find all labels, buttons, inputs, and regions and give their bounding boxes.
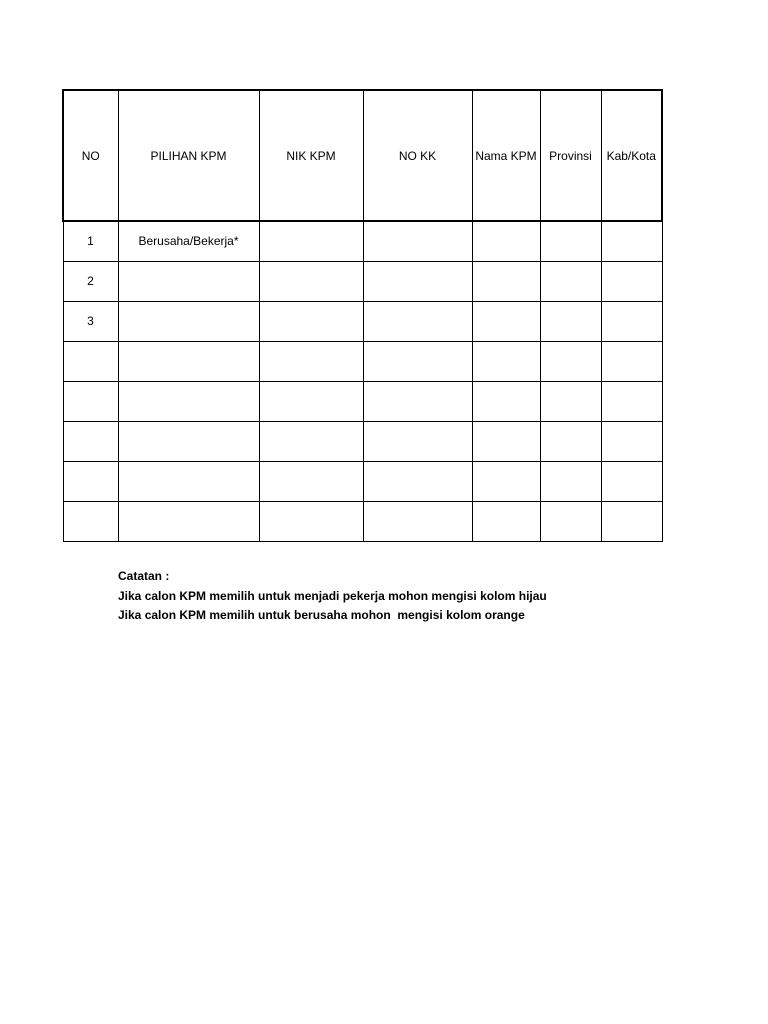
- cell-no[interactable]: [63, 381, 118, 421]
- cell-nik-kpm[interactable]: [259, 381, 363, 421]
- cell-kab-kota[interactable]: [601, 501, 662, 541]
- table-row: [63, 501, 662, 541]
- cell-no[interactable]: [63, 501, 118, 541]
- table-row: [63, 381, 662, 421]
- cell-no-kk[interactable]: [363, 261, 472, 301]
- cell-nama-kpm[interactable]: [472, 501, 540, 541]
- cell-no[interactable]: 2: [63, 261, 118, 301]
- header-no-kk: NO KK: [363, 90, 472, 221]
- notes-block: [118, 567, 547, 626]
- cell-no[interactable]: 3: [63, 301, 118, 341]
- cell-provinsi[interactable]: [540, 301, 601, 341]
- cell-nama-kpm[interactable]: [472, 301, 540, 341]
- cell-nama-kpm[interactable]: [472, 421, 540, 461]
- notes-line-worker: Jika calon KPM memilih untuk menjadi pekerja mohon mengisi kolom hijau: [118, 588, 547, 603]
- cell-provinsi[interactable]: [540, 501, 601, 541]
- cell-nik-kpm[interactable]: [259, 501, 363, 541]
- cell-nama-kpm[interactable]: [472, 461, 540, 501]
- header-pilihan-kpm: PILIHAN KPM: [118, 90, 259, 221]
- cell-nama-kpm[interactable]: [472, 381, 540, 421]
- cell-nik-kpm[interactable]: [259, 301, 363, 341]
- cell-nama-kpm[interactable]: [472, 261, 540, 301]
- cell-kab-kota[interactable]: [601, 301, 662, 341]
- cell-pilihan-kpm[interactable]: [118, 501, 259, 541]
- cell-pilihan-kpm[interactable]: [118, 381, 259, 421]
- cell-kab-kota[interactable]: [601, 461, 662, 501]
- header-provinsi: Provinsi: [540, 90, 601, 221]
- cell-nik-kpm[interactable]: [259, 341, 363, 381]
- cell-kab-kota[interactable]: [601, 221, 662, 261]
- cell-kab-kota[interactable]: [601, 421, 662, 461]
- cell-pilihan-kpm[interactable]: [118, 301, 259, 341]
- cell-no-kk[interactable]: [363, 461, 472, 501]
- cell-provinsi[interactable]: [540, 261, 601, 301]
- cell-nama-kpm[interactable]: [472, 341, 540, 381]
- cell-kab-kota[interactable]: [601, 341, 662, 381]
- cell-no-kk[interactable]: [363, 221, 472, 261]
- cell-provinsi[interactable]: [540, 421, 601, 461]
- cell-nik-kpm[interactable]: [259, 461, 363, 501]
- cell-provinsi[interactable]: [540, 221, 601, 261]
- table-row: [63, 221, 662, 261]
- kpm-data-table: [62, 89, 663, 542]
- cell-no-kk[interactable]: [363, 421, 472, 461]
- cell-pilihan-kpm[interactable]: [118, 261, 259, 301]
- cell-pilihan-kpm[interactable]: Berusaha/Bekerja*: [118, 221, 259, 261]
- header-kab-kota: Kab/Kota: [601, 90, 662, 221]
- header-row: [63, 90, 662, 221]
- cell-provinsi[interactable]: [540, 461, 601, 501]
- cell-no[interactable]: [63, 421, 118, 461]
- cell-nama-kpm[interactable]: [472, 221, 540, 261]
- cell-no[interactable]: [63, 461, 118, 501]
- cell-no[interactable]: 1: [63, 221, 118, 261]
- cell-no[interactable]: [63, 341, 118, 381]
- table-row: [63, 461, 662, 501]
- cell-nik-kpm[interactable]: [259, 261, 363, 301]
- header-no: NO: [63, 90, 118, 221]
- cell-pilihan-kpm[interactable]: [118, 421, 259, 461]
- table-row: [63, 261, 662, 301]
- cell-no-kk[interactable]: [363, 341, 472, 381]
- cell-pilihan-kpm[interactable]: [118, 461, 259, 501]
- cell-provinsi[interactable]: [540, 341, 601, 381]
- cell-kab-kota[interactable]: [601, 261, 662, 301]
- cell-no-kk[interactable]: [363, 381, 472, 421]
- notes-line-business: Jika calon KPM memilih untuk berusaha mohon mengisi kolom orange: [118, 608, 525, 622]
- cell-no-kk[interactable]: [363, 301, 472, 341]
- notes-title: Catatan :: [118, 569, 170, 583]
- header-nama-kpm: Nama KPM: [472, 90, 540, 221]
- table-row: [63, 301, 662, 341]
- cell-nik-kpm[interactable]: [259, 221, 363, 261]
- table-row: [63, 341, 662, 381]
- cell-pilihan-kpm[interactable]: [118, 341, 259, 381]
- header-nik-kpm: NIK KPM: [259, 90, 363, 221]
- table-row: [63, 421, 662, 461]
- cell-kab-kota[interactable]: [601, 381, 662, 421]
- cell-nik-kpm[interactable]: [259, 421, 363, 461]
- cell-no-kk[interactable]: [363, 501, 472, 541]
- cell-provinsi[interactable]: [540, 381, 601, 421]
